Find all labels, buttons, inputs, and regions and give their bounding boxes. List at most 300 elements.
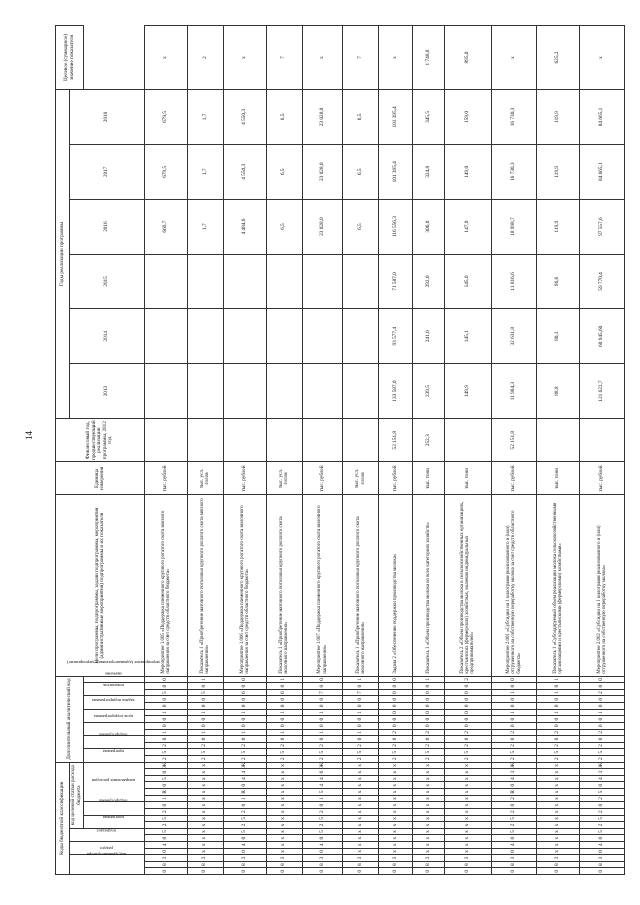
- header-target-article: код целевой статьи расхода бюджета: [70, 762, 84, 828]
- budget-program-table: [55, 25, 625, 875]
- code-cell: 3: [223, 855, 266, 862]
- year-value-cell: 84 665,1: [579, 90, 624, 145]
- code-cell: x: [379, 808, 413, 815]
- code-cell: 1: [187, 676, 223, 683]
- code-cell: 1: [491, 689, 536, 696]
- code-cell: x: [266, 769, 302, 776]
- year-value-cell: 239,5: [413, 364, 445, 419]
- code-cell: 3: [379, 855, 413, 862]
- year-value-cell: 101 395,4: [379, 90, 413, 145]
- code-cell: 0: [491, 676, 536, 683]
- total-cell: x: [579, 26, 624, 90]
- table-row: [413, 26, 445, 875]
- header-add-subprogram: подпрограмма: [84, 736, 145, 749]
- code-cell: 1: [145, 729, 188, 736]
- year-value-cell: 23 028,0: [302, 144, 343, 199]
- code-cell: 0: [343, 716, 379, 723]
- goal-cell: Мероприятие 1.006 «Поддержка племенного крупного рогатого скота молочного направления за счет средств областного бюджета»: [223, 495, 266, 676]
- header-year-2018: 2018: [70, 90, 145, 145]
- code-cell: R: [491, 789, 536, 796]
- code-cell: x: [379, 848, 413, 855]
- code-cell: x: [343, 822, 379, 829]
- code-cell: 0: [223, 722, 266, 729]
- code-cell: x: [444, 835, 491, 842]
- code-cell: x: [187, 835, 223, 842]
- code-cell: 0: [302, 802, 343, 809]
- unit-cell: тыс. рублей: [491, 462, 536, 495]
- code-cell: 0: [187, 716, 223, 723]
- code-cell: 5: [187, 749, 223, 756]
- code-cell: 0: [223, 676, 266, 683]
- year-value-cell: 1,7: [187, 90, 223, 145]
- code-cell: x: [537, 802, 580, 809]
- header-unit: Единица измерения: [56, 462, 145, 495]
- table-row: [343, 26, 379, 875]
- code-cell: 0: [145, 703, 188, 710]
- year-value-cell: 84 665,1: [579, 144, 624, 199]
- code-cell: 2: [491, 729, 536, 736]
- table-row: [491, 26, 536, 875]
- code-cell: 0: [223, 703, 266, 710]
- code-cell: x: [444, 828, 491, 835]
- year-value-cell: [145, 254, 188, 309]
- code-cell: x: [379, 841, 413, 848]
- code-cell: 0: [223, 736, 266, 743]
- code-cell: 4: [302, 841, 343, 848]
- code-cell: 0: [266, 703, 302, 710]
- code-cell: 4: [223, 769, 266, 776]
- code-cell: x: [444, 769, 491, 776]
- code-cell: 0: [343, 696, 379, 703]
- code-cell: 3: [579, 855, 624, 862]
- unit-cell: тыс. рублей: [302, 462, 343, 495]
- code-cell: 2: [302, 822, 343, 829]
- year-value-cell: 241,0: [413, 309, 445, 364]
- code-cell: 2: [343, 742, 379, 749]
- code-cell: 3: [491, 855, 536, 862]
- code-cell: 2: [579, 729, 624, 736]
- code-cell: x: [379, 822, 413, 829]
- unit-cell: тыс. рублей: [223, 462, 266, 495]
- code-cell: 0: [343, 703, 379, 710]
- code-cell: 0: [491, 835, 536, 842]
- code-cell: 0: [444, 736, 491, 743]
- code-cell: x: [444, 848, 491, 855]
- header-year-2013: 2013: [70, 364, 145, 419]
- code-cell: R: [145, 789, 188, 796]
- year-value-cell: 16 730,3: [491, 144, 536, 199]
- code-cell: 6: [266, 689, 302, 696]
- code-cell: 0: [444, 709, 491, 716]
- code-cell: 5: [145, 749, 188, 756]
- year-value-cell: 119,9: [537, 199, 580, 254]
- code-cell: x: [537, 815, 580, 822]
- code-cell: 0: [145, 835, 188, 842]
- code-cell: 2: [145, 755, 188, 762]
- year-value-cell: 101 395,4: [379, 144, 413, 199]
- code-cell: 2: [537, 755, 580, 762]
- code-cell: 0: [579, 683, 624, 690]
- code-cell: 0: [266, 736, 302, 743]
- code-cell: x: [413, 789, 445, 796]
- year-value-cell: [223, 309, 266, 364]
- code-cell: x: [187, 802, 223, 809]
- code-cell: 0: [413, 868, 445, 875]
- table-row: [579, 26, 624, 875]
- code-cell: x: [413, 802, 445, 809]
- code-cell: 4: [223, 841, 266, 848]
- code-cell: x: [413, 808, 445, 815]
- code-cell: 5: [579, 815, 624, 822]
- code-cell: 5: [302, 828, 343, 835]
- code-cell: 2: [491, 822, 536, 829]
- code-cell: 5: [223, 828, 266, 835]
- year-value-cell: [223, 364, 266, 419]
- code-cell: 2: [413, 742, 445, 749]
- year-value-cell: 23 028,0: [302, 199, 343, 254]
- code-cell: 2: [302, 755, 343, 762]
- table-row: [302, 26, 343, 875]
- code-cell: 1: [266, 709, 302, 716]
- year-value-cell: 147,0: [444, 199, 491, 254]
- code-cell: x: [187, 822, 223, 829]
- code-cell: x: [343, 808, 379, 815]
- code-cell: 5: [379, 749, 413, 756]
- code-cell: 5: [145, 828, 188, 835]
- header-year-2015: 2015: [70, 254, 145, 309]
- code-cell: x: [266, 822, 302, 829]
- code-cell: 2: [491, 742, 536, 749]
- goal-cell: Задача 2 «Обеспечение поддержки производства молока»: [379, 495, 413, 676]
- code-cell: 0: [266, 683, 302, 690]
- code-cell: 3: [266, 855, 302, 862]
- year-value-cell: 306,0: [413, 199, 445, 254]
- code-cell: 0: [145, 716, 188, 723]
- code-cell: x: [379, 782, 413, 789]
- code-cell: 2: [223, 742, 266, 749]
- code-cell: x: [537, 841, 580, 848]
- code-cell: 0: [537, 683, 580, 690]
- table-row: [379, 26, 413, 875]
- code-cell: 0: [145, 736, 188, 743]
- code-cell: 8: [266, 861, 302, 868]
- fin-year-cell: 52 151,8: [379, 419, 413, 462]
- code-cell: 8: [444, 861, 491, 868]
- code-cell: 0: [491, 736, 536, 743]
- code-cell: x: [343, 789, 379, 796]
- code-cell: 4: [579, 775, 624, 782]
- code-cell: 0: [413, 722, 445, 729]
- code-cell: x: [444, 808, 491, 815]
- fin-year-cell: 52 151,8: [491, 419, 536, 462]
- code-cell: x: [413, 848, 445, 855]
- code-cell: 0: [302, 683, 343, 690]
- code-cell: x: [379, 835, 413, 842]
- year-value-cell: 149,9: [444, 364, 491, 419]
- code-cell: 2: [379, 742, 413, 749]
- code-cell: x: [187, 815, 223, 822]
- code-cell: 1: [187, 709, 223, 716]
- code-cell: x: [187, 789, 223, 796]
- year-value-cell: 133 587,0: [379, 364, 413, 419]
- code-cell: 0: [579, 782, 624, 789]
- code-cell: x: [444, 815, 491, 822]
- header-year-2016: 2016: [70, 199, 145, 254]
- goal-cell: Показатель 1 «Субсидируемый объем реализации молока сельскохозяйственными организациями и крестьянскими (фермерскими) хозяйствами»: [537, 495, 580, 676]
- header-bk-codes: Коды бюджетной классификации: [56, 762, 70, 874]
- code-cell: 2: [145, 742, 188, 749]
- code-cell: x: [343, 769, 379, 776]
- code-cell: x: [413, 835, 445, 842]
- year-value-cell: 11 964,3: [491, 364, 536, 419]
- code-cell: x: [266, 762, 302, 769]
- code-cell: x: [413, 828, 445, 835]
- code-cell: 2: [413, 729, 445, 736]
- year-value-cell: [145, 309, 188, 364]
- code-cell: 2: [444, 676, 491, 683]
- code-cell: x: [413, 815, 445, 822]
- code-cell: 0: [302, 696, 343, 703]
- code-cell: x: [187, 782, 223, 789]
- code-cell: x: [537, 789, 580, 796]
- unit-cell: тыс. усл. голов: [343, 462, 379, 495]
- code-cell: 0: [491, 802, 536, 809]
- code-cell: x: [266, 828, 302, 835]
- code-cell: 2: [302, 742, 343, 749]
- goal-cell: Мероприятие 1.007 «Поддержка племенного крупного рогатого скота молочного направления»: [302, 495, 343, 676]
- code-cell: 2: [444, 729, 491, 736]
- code-cell: 2: [379, 755, 413, 762]
- fin-year-cell: [302, 419, 343, 462]
- code-cell: 0: [223, 848, 266, 855]
- year-value-cell: 159,0: [444, 90, 491, 145]
- code-cell: x: [444, 782, 491, 789]
- header-code-admin: код администратора: [70, 855, 145, 875]
- code-cell: x: [187, 841, 223, 848]
- code-cell: 0: [266, 722, 302, 729]
- code-cell: 4: [579, 841, 624, 848]
- code-cell: 0: [537, 703, 580, 710]
- code-cell: 0: [379, 722, 413, 729]
- code-cell: 8: [379, 861, 413, 868]
- table-row: [187, 26, 223, 875]
- code-cell: x: [379, 769, 413, 776]
- code-cell: x: [187, 769, 223, 776]
- year-value-cell: 4 550,3: [223, 90, 266, 145]
- fin-year-cell: [145, 419, 188, 462]
- code-cell: R: [223, 789, 266, 796]
- code-cell: 1: [223, 709, 266, 716]
- code-cell: 5: [302, 815, 343, 822]
- code-cell: 0: [491, 696, 536, 703]
- header-code-subprogram: подпрограмма: [84, 802, 145, 815]
- code-cell: 2: [537, 729, 580, 736]
- code-cell: 3: [187, 855, 223, 862]
- code-cell: 5: [266, 749, 302, 756]
- year-value-cell: 6,5: [266, 199, 302, 254]
- year-value-cell: 1,7: [187, 199, 223, 254]
- unit-cell: тыс. усл. голов: [266, 462, 302, 495]
- code-cell: 1: [537, 676, 580, 683]
- header-add-program: программа: [84, 749, 145, 762]
- code-cell: 3: [537, 855, 580, 862]
- code-cell: x: [266, 795, 302, 802]
- code-cell: 5: [413, 749, 445, 756]
- code-cell: 0: [579, 835, 624, 842]
- code-cell: 0: [491, 683, 536, 690]
- year-value-cell: 6,5: [266, 90, 302, 145]
- code-cell: 0: [413, 736, 445, 743]
- code-cell: 5: [302, 789, 343, 796]
- year-value-cell: [187, 309, 223, 364]
- code-cell: x: [187, 795, 223, 802]
- code-cell: 5: [302, 749, 343, 756]
- code-cell: 0: [223, 782, 266, 789]
- fin-year-cell: [444, 419, 491, 462]
- code-cell: x: [379, 762, 413, 769]
- year-value-cell: 18 998,7: [491, 199, 536, 254]
- goal-cell: Показатель 1 «Приобретение маточного поголовья крупного рогатого скота молочного направления»: [343, 495, 379, 676]
- code-cell: 1: [266, 676, 302, 683]
- code-cell: x: [343, 802, 379, 809]
- code-cell: x: [537, 782, 580, 789]
- code-cell: x: [187, 775, 223, 782]
- goal-cell: Показатель 1 «Объем производства молока во всех категориях хозяйств»: [413, 495, 445, 676]
- code-cell: x: [379, 775, 413, 782]
- code-cell: 8: [579, 861, 624, 868]
- code-cell: 3: [413, 855, 445, 862]
- code-cell: 1: [145, 709, 188, 716]
- code-cell: 1: [302, 709, 343, 716]
- code-cell: 0: [223, 716, 266, 723]
- code-cell: 4: [145, 841, 188, 848]
- code-cell: x: [413, 822, 445, 829]
- code-cell: Ж: [491, 762, 536, 769]
- code-cell: x: [343, 782, 379, 789]
- code-cell: 0: [302, 716, 343, 723]
- code-cell: 0: [537, 696, 580, 703]
- code-cell: 0: [266, 716, 302, 723]
- goal-cell: Показатель 2 «Объем производства молока в сельскохозяйственных организациях, крестьянских (фермерских) хозяйствах, включая индивидуальных предпринимателей»: [444, 495, 491, 676]
- code-cell: 2: [302, 808, 343, 815]
- code-cell: x: [266, 835, 302, 842]
- table-row: [266, 26, 302, 875]
- code-cell: 0: [444, 696, 491, 703]
- year-value-cell: 6,5: [343, 199, 379, 254]
- fin-year-cell: [343, 419, 379, 462]
- code-cell: 5: [579, 789, 624, 796]
- code-cell: 8: [302, 861, 343, 868]
- code-cell: 1: [537, 709, 580, 716]
- code-cell: x: [413, 775, 445, 782]
- year-value-cell: 679,5: [145, 144, 188, 199]
- year-value-cell: 16 730,3: [491, 90, 536, 145]
- code-cell: 0: [537, 868, 580, 875]
- year-value-cell: 32 631,8: [491, 309, 536, 364]
- year-value-cell: [266, 254, 302, 309]
- code-cell: 7: [343, 689, 379, 696]
- code-cell: 0: [413, 683, 445, 690]
- code-cell: 0: [579, 722, 624, 729]
- code-cell: 2: [491, 808, 536, 815]
- code-cell: 0: [413, 689, 445, 696]
- code-cell: 8: [145, 861, 188, 868]
- code-cell: 4: [491, 841, 536, 848]
- code-cell: x: [379, 815, 413, 822]
- header-code-section: раздел: [70, 841, 145, 854]
- code-cell: x: [343, 848, 379, 855]
- code-cell: 0: [187, 683, 223, 690]
- code-cell: x: [379, 828, 413, 835]
- year-value-cell: [302, 309, 343, 364]
- unit-cell: тыс. рублей: [579, 462, 624, 495]
- unit-cell: тыс. тонн: [413, 462, 445, 495]
- page-number: 14: [24, 431, 34, 440]
- code-cell: x: [537, 762, 580, 769]
- code-cell: 8: [537, 861, 580, 868]
- year-value-cell: 292,0: [413, 254, 445, 309]
- code-cell: 0: [302, 722, 343, 729]
- code-cell: 0: [379, 709, 413, 716]
- code-cell: 6: [223, 689, 266, 696]
- code-cell: x: [413, 782, 445, 789]
- code-cell: 7: [302, 689, 343, 696]
- year-value-cell: 88,8: [537, 364, 580, 419]
- code-cell: x: [266, 802, 302, 809]
- year-value-cell: 6,5: [266, 144, 302, 199]
- code-cell: x: [266, 848, 302, 855]
- code-cell: 1: [579, 709, 624, 716]
- code-cell: 0: [302, 736, 343, 743]
- header-years-group: Годы реализации программы: [56, 90, 70, 419]
- code-cell: x: [343, 775, 379, 782]
- code-cell: 4: [223, 775, 266, 782]
- year-value-cell: 145,1: [444, 309, 491, 364]
- code-cell: 0: [302, 835, 343, 842]
- code-cell: 2: [223, 822, 266, 829]
- code-cell: 2: [223, 755, 266, 762]
- code-cell: 1: [223, 729, 266, 736]
- header-year-2017: 2017: [70, 144, 145, 199]
- code-cell: x: [444, 762, 491, 769]
- year-value-cell: [145, 364, 188, 419]
- code-cell: 5: [343, 749, 379, 756]
- code-cell: 1: [187, 729, 223, 736]
- code-cell: 2: [579, 808, 624, 815]
- unit-cell: тыс. рублей: [379, 462, 413, 495]
- year-value-cell: 60 945,60: [579, 309, 624, 364]
- code-cell: 1: [266, 729, 302, 736]
- code-cell: 1: [343, 676, 379, 683]
- code-cell: 0: [491, 716, 536, 723]
- code-cell: x: [266, 775, 302, 782]
- total-cell: 2: [187, 26, 223, 90]
- header-additional-code: Дополнительный аналитический код: [56, 676, 84, 762]
- code-cell: 2: [266, 742, 302, 749]
- code-cell: 0: [379, 689, 413, 696]
- header-total: Целевое (суммарное) значение показателя: [56, 26, 84, 90]
- code-cell: 0: [379, 683, 413, 690]
- code-cell: x: [266, 808, 302, 815]
- code-cell: 0: [187, 736, 223, 743]
- code-cell: 0: [379, 703, 413, 710]
- code-cell: 0: [223, 696, 266, 703]
- code-cell: 0: [343, 683, 379, 690]
- code-cell: x: [266, 841, 302, 848]
- code-cell: 0: [444, 689, 491, 696]
- code-cell: 0: [579, 676, 624, 683]
- code-cell: 1: [145, 795, 188, 802]
